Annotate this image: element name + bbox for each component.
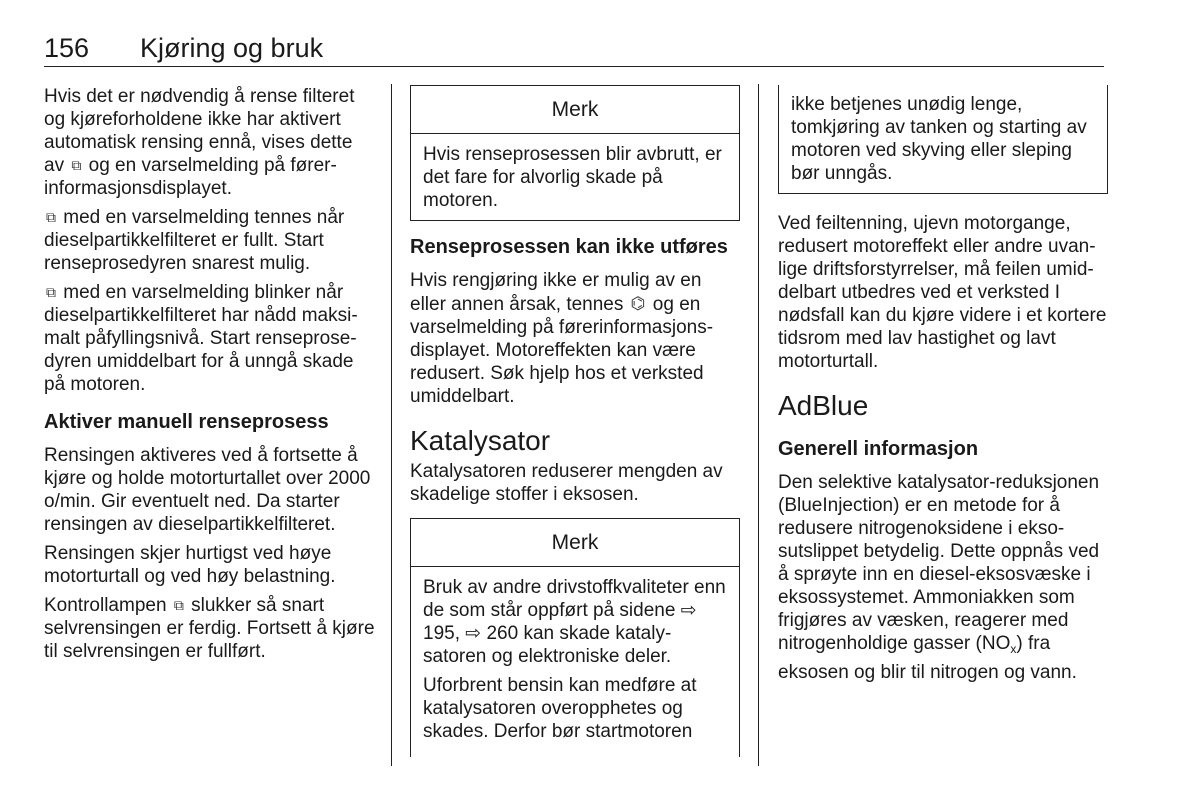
page-title: Kjøring og bruk xyxy=(140,33,324,63)
text: med en varselmelding blinker når dieselpartikkelfilteret har nådd maksimalt påfyllingsnivå. Start renseprosedyren umiddelbart for å unngå skade på motoren. xyxy=(44,282,358,395)
page-number: 156 xyxy=(44,33,90,63)
note-box xyxy=(410,518,740,757)
text: 260 kan skade katalysatoren og elektroniske deler. xyxy=(423,623,672,667)
note-box-continued xyxy=(778,85,1108,194)
paragraph: Rensingen skjer hurtigst ved høye motorturtall og ved høy belastning. xyxy=(44,543,336,587)
column-divider-2 xyxy=(758,84,759,766)
header-rule xyxy=(44,66,1104,67)
note-title: Merk xyxy=(411,86,739,134)
note-body xyxy=(411,567,739,757)
paragraph: Katalysatoren reduserer mengden av skadelige stoffer i eksosen. xyxy=(410,461,723,505)
page-header xyxy=(44,32,323,64)
text: ) fra eksosen og blir til nitrogen og vann. xyxy=(778,633,1077,683)
subscript: x xyxy=(1010,642,1017,656)
heading-catalyst: Katalysator xyxy=(410,425,551,456)
paragraph xyxy=(423,576,727,668)
text: Bruk av andre drivstoffkvaliteter enn de som står oppført på sidene xyxy=(423,577,726,621)
dpf-filter-icon: ⧉ xyxy=(173,597,184,613)
dpf-filter-icon: ⧉ xyxy=(46,284,56,300)
text: slukker så snart selvrensingen er ferdig. Fortsett å kjøre til selvrensingen er fullført. xyxy=(44,595,375,662)
column-3 xyxy=(778,85,1108,690)
page-ref-arrow-icon: ⇨ xyxy=(680,600,697,621)
engine-check-icon: ⌬ xyxy=(630,294,646,313)
heading-general-info: Generell informasjon xyxy=(778,438,979,460)
dpf-filter-icon: ⧉ xyxy=(46,209,56,225)
note-body: ikke betjenes unødig lenge, tomkjøring av tanken og starting av motoren ved skyving eller sleping bør unngås. xyxy=(791,94,1087,184)
paragraph: Uforbrent bensin kan medføre at katalysatoren overopphetes og skades. Derfor bør startmotoren xyxy=(423,675,697,742)
text: Hvis rengjøring ikke er mulig av en eller annen årsak, tennes xyxy=(410,270,702,315)
text: Den selektive katalysator-reduksjonen (BlueInjection) er en metode for å redusere nitrogenoksidene i eksosutslippet betydelig. Dette oppnås ved å sprøyte inn en diesel-eksosvæske i eksossystemet. Ammoniakken som frigjøres av væsken, reagerer med nitrogenholdige gasser (NO xyxy=(778,472,1100,654)
column-2 xyxy=(410,85,740,769)
note-box xyxy=(410,85,740,221)
paragraph xyxy=(44,594,376,663)
text: Hvis det er nødvendig å rense filteret og kjøreforholdene ikke har aktivert automatisk rensing ennå, vises dette av xyxy=(44,86,355,176)
column-1 xyxy=(44,85,376,669)
paragraph xyxy=(44,206,376,275)
paragraph: Rensingen aktiveres ved å fortsette å kjøre og holde motorturtallet over 2000 o/min. Gir eventuelt ned. Da starter rensingen av dieselpartikkelfilteret. xyxy=(44,445,371,535)
paragraph xyxy=(410,269,740,408)
text: med en varselmelding tennes når dieselpartikkelfilteret er fullt. Start renseprosedyren snarest mulig. xyxy=(44,207,345,274)
heading-manual-cleaning: Aktiver manuell renseprosess xyxy=(44,411,329,433)
heading-cleaning-failed: Renseprosessen kan ikke utføres xyxy=(410,236,728,258)
paragraph: Ved feiltenning, ujevn motorgange, redusert motoreffekt eller andre uvanlige driftsforstyrrelser, må feilen umiddelbart utbedres ved et verksted I nødsfall kan du kjøre videre i et kortere tidsrom med lav hastighet og lavt motorturtall. xyxy=(778,213,1107,372)
heading-adblue: AdBlue xyxy=(778,390,869,421)
paragraph xyxy=(778,471,1108,684)
column-divider-1 xyxy=(391,84,392,766)
page-reference: 195, xyxy=(423,623,460,644)
dpf-filter-icon: ⧉ xyxy=(71,157,82,173)
text: og en varselmelding på førerinformasjonsdisplayet. xyxy=(44,155,337,199)
paragraph xyxy=(44,85,376,200)
paragraph xyxy=(44,281,376,396)
text: og en varselmelding på førerinformasjonsdisplayet. Motoreffekten kan være redusert. Søk hjelp hos et verksted umiddelbart. xyxy=(410,294,714,407)
text: Kontrollampen xyxy=(44,595,167,616)
note-body: Hvis renseprosessen blir avbrutt, er det fare for alvorlig skade på motoren. xyxy=(423,144,722,211)
page-ref-arrow-icon: ⇨ xyxy=(465,623,482,644)
note-title: Merk xyxy=(411,519,739,567)
